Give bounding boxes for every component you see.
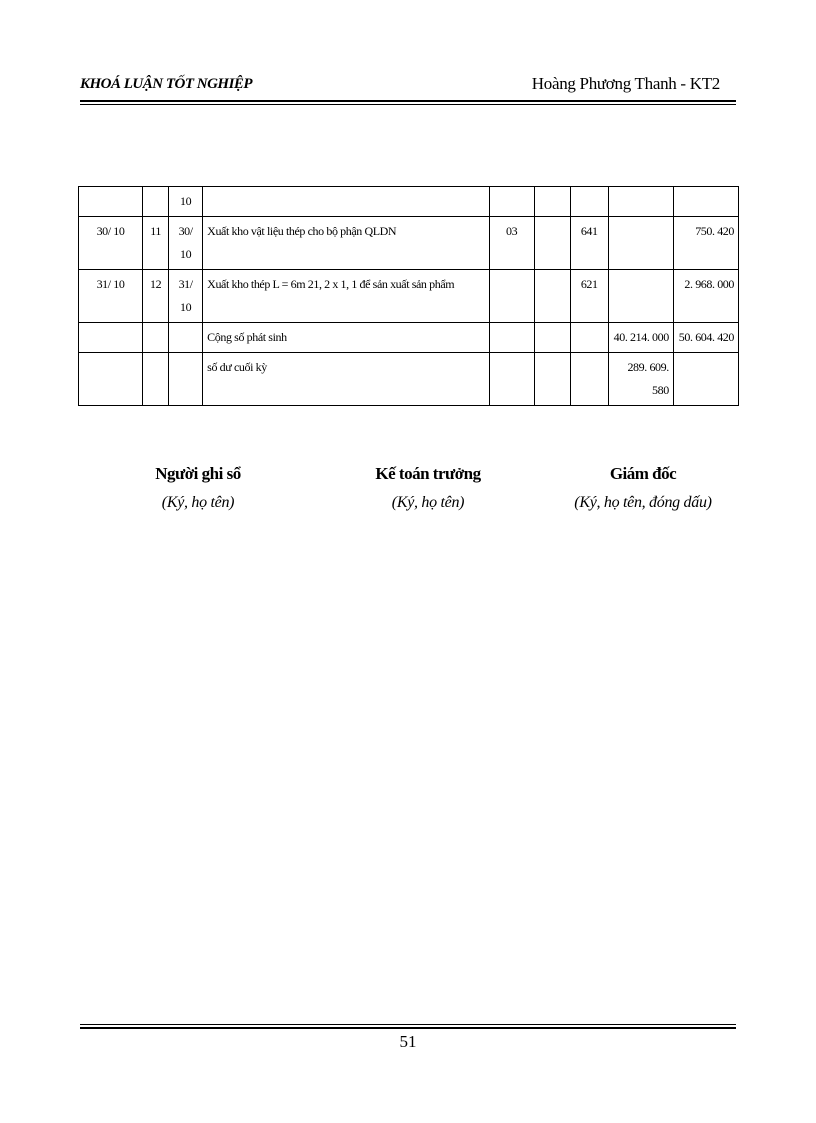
cell-date [79,323,143,353]
signature-title: Kế toán trưởng [375,464,481,483]
signature-block-director [548,464,738,512]
cell-ref [489,187,534,217]
signature-title: Người ghi sổ [155,464,241,483]
cell-debit [608,270,673,323]
cell-credit: 2. 968. 000 [673,270,738,323]
cell-doc-date: 31/ 10 [169,270,203,323]
signature-subtitle: (Ký, họ tên, đóng dấu) [574,494,712,511]
cell-ref [489,270,534,323]
cell-account [570,323,608,353]
cell-doc-date: 30/ 10 [169,217,203,270]
table-row-total [79,323,739,353]
cell-date: 30/ 10 [79,217,143,270]
cell-doc-date [169,323,203,353]
cell-blank [534,217,570,270]
cell-credit: 750. 420 [673,217,738,270]
header-thesis-title: KHOÁ LUẬN TỐT NGHIỆP [80,76,253,92]
cell-ref [489,353,534,406]
cell-credit [673,353,738,406]
footer-rule-thin [80,1024,736,1025]
cell-date [79,353,143,406]
cell-doc-date: 10 [169,187,203,217]
cell-blank [534,353,570,406]
table-row [79,270,739,323]
page-number: 51 [399,1032,417,1051]
cell-account [570,187,608,217]
cell-date: 31/ 10 [79,270,143,323]
cell-no [143,353,169,406]
header-rule [80,100,736,102]
cell-account: 621 [570,270,608,323]
cell-description: Cộng số phát sinh [203,323,489,353]
cell-debit: 289. 609. 580 [608,353,673,406]
signature-block-chief-accountant [338,464,518,512]
ledger-table [78,186,739,406]
cell-blank [534,187,570,217]
cell-description [203,187,489,217]
cell-account: 641 [570,217,608,270]
signature-block-recorder [108,464,288,512]
cell-ref: 03 [489,217,534,270]
header-rule-thin [80,104,736,105]
cell-description: Xuất kho vật liệu thép cho bộ phận QLDN [203,217,489,270]
cell-no: 11 [143,217,169,270]
cell-blank [534,323,570,353]
signature-title: Giám đốc [609,464,677,483]
cell-ref [489,323,534,353]
cell-credit [673,187,738,217]
cell-debit [608,217,673,270]
signature-subtitle: (Ký, họ tên) [391,494,465,511]
cell-account [570,353,608,406]
footer-rule [80,1027,736,1029]
cell-no: 12 [143,270,169,323]
table-row [79,217,739,270]
cell-description: Xuất kho thép L = 6m 21, 2 x 1, 1 để sản xuất sản phẩm [203,270,489,323]
table-row-closing-balance [79,353,739,406]
signature-subtitle: (Ký, họ tên) [161,494,235,511]
cell-date [79,187,143,217]
cell-debit [608,187,673,217]
cell-credit: 50. 604. 420 [673,323,738,353]
cell-blank [534,270,570,323]
table-row [79,187,739,217]
cell-debit: 40. 214. 000 [608,323,673,353]
cell-no [143,323,169,353]
cell-description: số dư cuối kỳ [203,353,489,406]
cell-doc-date [169,353,203,406]
header-author: Hoàng Phương Thanh - KT2 [531,74,720,93]
cell-no [143,187,169,217]
